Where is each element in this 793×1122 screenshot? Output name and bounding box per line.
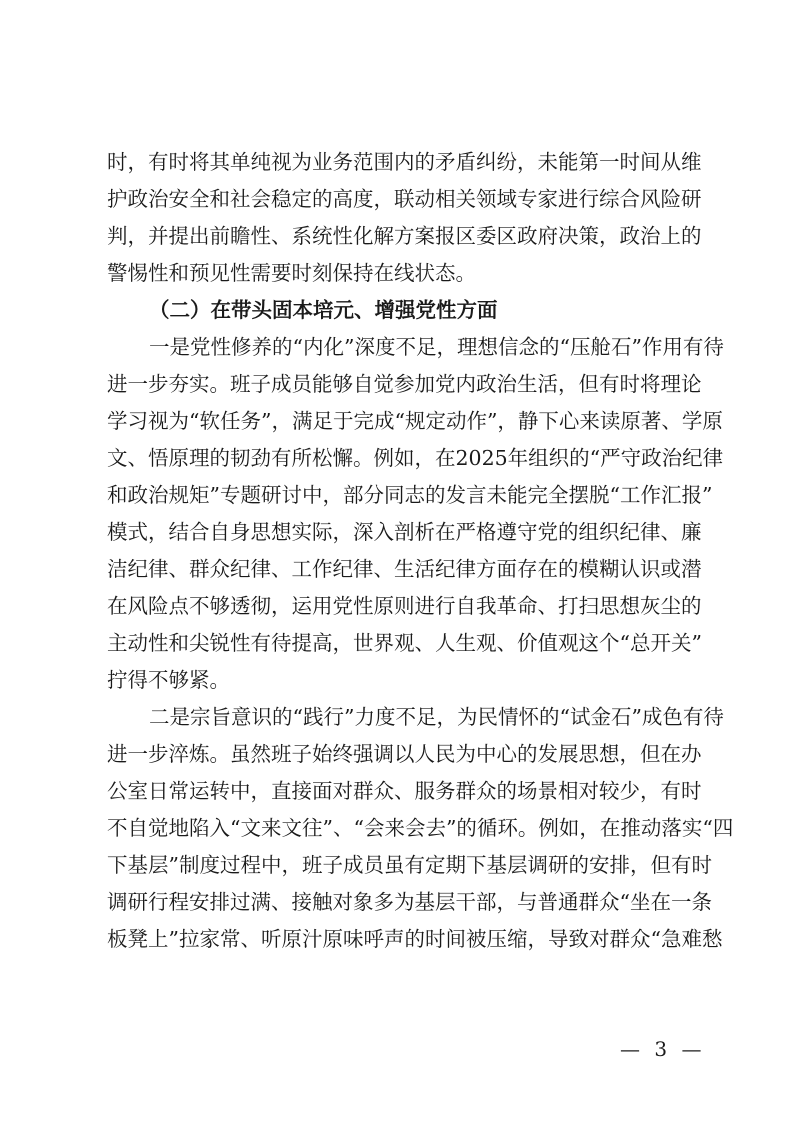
text-line: 进一步淬炼。虽然班子始终强调以人民为中心的发展思想，但在办 [107, 742, 702, 766]
text-line: 调研行程安排过满、接触对象多为基层干部，与普通群众“坐在一条 [107, 890, 712, 914]
paragraph [107, 144, 702, 292]
document-body [107, 144, 734, 958]
section-heading: （二）在带头固本培元、增强党性方面 [149, 298, 498, 322]
text-line: 和政治规矩”专题研讨中，部分同志的发言未能完全摆脱“工作汇报” [107, 483, 713, 507]
text-line: 文、悟原理的韧劲有所松懈。例如，在2025年组织的“严守政治纪律 [107, 446, 724, 470]
text-line: 判，并提出前瞻性、系统性化解方案报区委区政府决策，政治上的 [107, 224, 702, 248]
text-line: 警惕性和预见性需要时刻保持在线状态。 [107, 261, 476, 285]
text-line: 二是宗旨意识的“践行”力度不足，为民情怀的“试金石”成色有待 [149, 705, 724, 729]
text-line: 板凳上”拉家常、听原汁原味呼声的时间被压缩，导致对群众“急难愁 [107, 927, 723, 951]
text-line: 不自觉地陷入“文来文往”、“会来会去”的循环。例如，在推动落实“四 [107, 816, 734, 840]
text-line: 洁纪律、群众纪律、工作纪律、生活纪律方面存在的模糊认识或潜 [107, 557, 702, 581]
text-line: 进一步夯实。班子成员能够自觉参加党内政治生活，但有时将理论 [107, 372, 702, 396]
paragraph [107, 329, 724, 699]
text-line: 一是党性修养的“内化”深度不足，理想信念的“压舱石”作用有待 [149, 335, 724, 359]
text-line: 拧得不够紧。 [107, 668, 230, 692]
page-number: — 3 — [620, 1037, 706, 1061]
text-line: 下基层”制度过程中，班子成员虽有定期下基层调研的安排，但有时 [107, 853, 712, 877]
paragraph [107, 699, 734, 958]
text-line: 学习视为“软任务”，满足于完成“规定动作”，静下心来读原著、学原 [107, 409, 723, 433]
text-line: 主动性和尖锐性有待提高，世界观、人生观、价值观这个“总开关” [107, 631, 702, 655]
text-line: 公室日常运转中，直接面对群众、服务群众的场景相对较少，有时 [107, 779, 702, 803]
text-line: 时，有时将其单纯视为业务范围内的矛盾纠纷，未能第一时间从维 [107, 150, 702, 174]
text-line: 护政治安全和社会稳定的高度，联动相关领域专家进行综合风险研 [107, 187, 702, 211]
text-line: 在风险点不够透彻，运用党性原则进行自我革命、打扫思想灰尘的 [107, 594, 702, 618]
text-line: 模式，结合自身思想实际，深入剖析在严格遵守党的组织纪律、廉 [107, 520, 702, 544]
